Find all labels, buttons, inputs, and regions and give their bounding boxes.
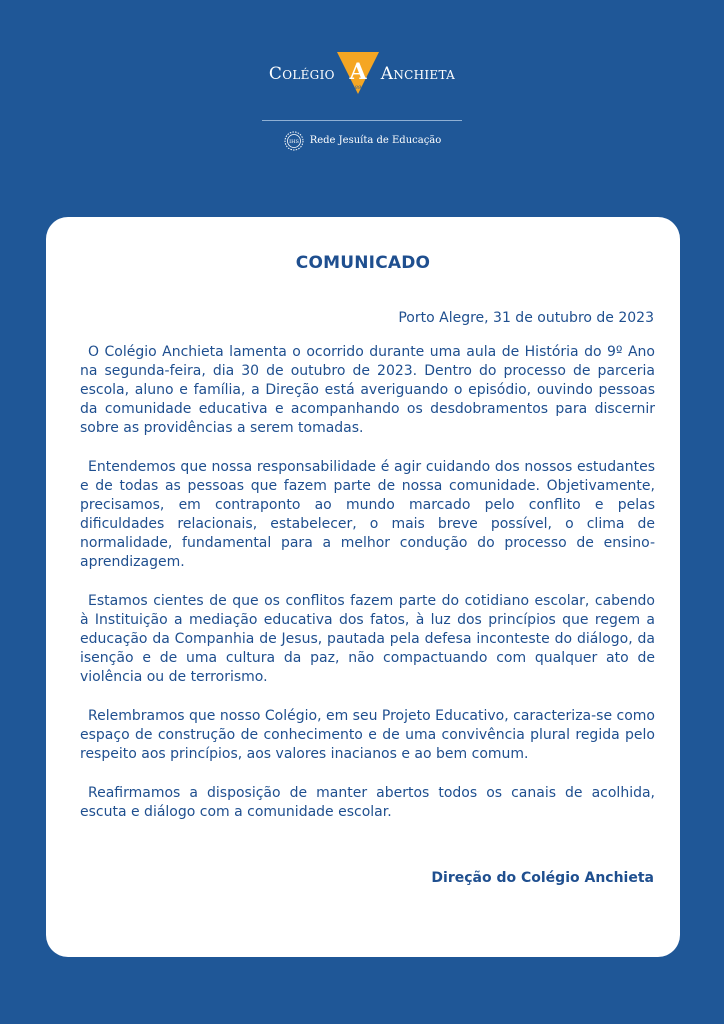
school-logo <box>0 52 724 96</box>
header-divider <box>262 120 462 121</box>
logo-text-left: Colégio <box>268 63 335 84</box>
paragraph: O Colégio Anchieta lamenta o ocorrido durante uma aula de História do 9º Ano na segunda-feira, dia 30 de outubro de 2023. Dentro do processo de parceria escola, aluno e família, a Direção está averiguando o episódio, ouvindo pessoas da comunidade educativa e acompanhando os desdobramentos para discernir sobre as providências a serem tomadas. <box>80 344 655 436</box>
logo-triangle-icon <box>337 52 379 96</box>
paragraph: Entendemos que nossa responsabilidade é agir cuidando dos nossos estudantes e de todas as pessoas que fazem parte de nossa comunidade. Objetivamente, precisamos, em contraponto ao mundo marcado pelo conflito e pelas dificuldades relacionais, estabelecer, o mais breve possível, o clima de normalidade, fundamental para a melhor condução do processo de ensino-aprendizagem. <box>80 459 655 570</box>
sun-emblem-icon <box>283 130 305 152</box>
logo-year: 1890 <box>351 85 365 91</box>
network-label: Rede Jesuíta de Educação <box>309 135 442 146</box>
signature: Direção do Colégio Anchieta <box>431 870 654 886</box>
letter-body <box>80 343 655 842</box>
paragraph: Reafirmamos a disposição de manter abertos todos os canais de acolhida, escuta e diálogo com a comunidade escolar. <box>80 785 655 820</box>
paragraph: Relembramos que nosso Colégio, em seu Projeto Educativo, caracteriza-se como espaço de construção de conhecimento e de uma convivência plural regida pelo respeito aos princípios, aos valores inacianos e ao bem comum. <box>80 708 655 762</box>
letter-date: Porto Alegre, 31 de outubro de 2023 <box>398 310 654 326</box>
network-brand <box>0 130 724 152</box>
letter-card <box>46 217 680 957</box>
emblem-text: IHS <box>288 139 299 145</box>
logo-letter: A <box>349 59 367 85</box>
header <box>0 0 724 200</box>
logo-text-right: Anchieta <box>380 63 456 84</box>
page-title: COMUNICADO <box>295 253 431 273</box>
paragraph: Estamos cientes de que os conflitos fazem parte do cotidiano escolar, cabendo à Instituição a mediação educativa dos fatos, à luz dos princípios que regem a educação da Companhia de Jesus, pautada pela defesa inconteste do diálogo, da isenção e de uma cultura da paz, não compactuando com qualquer ato de violência ou de terrorismo. <box>80 593 655 685</box>
